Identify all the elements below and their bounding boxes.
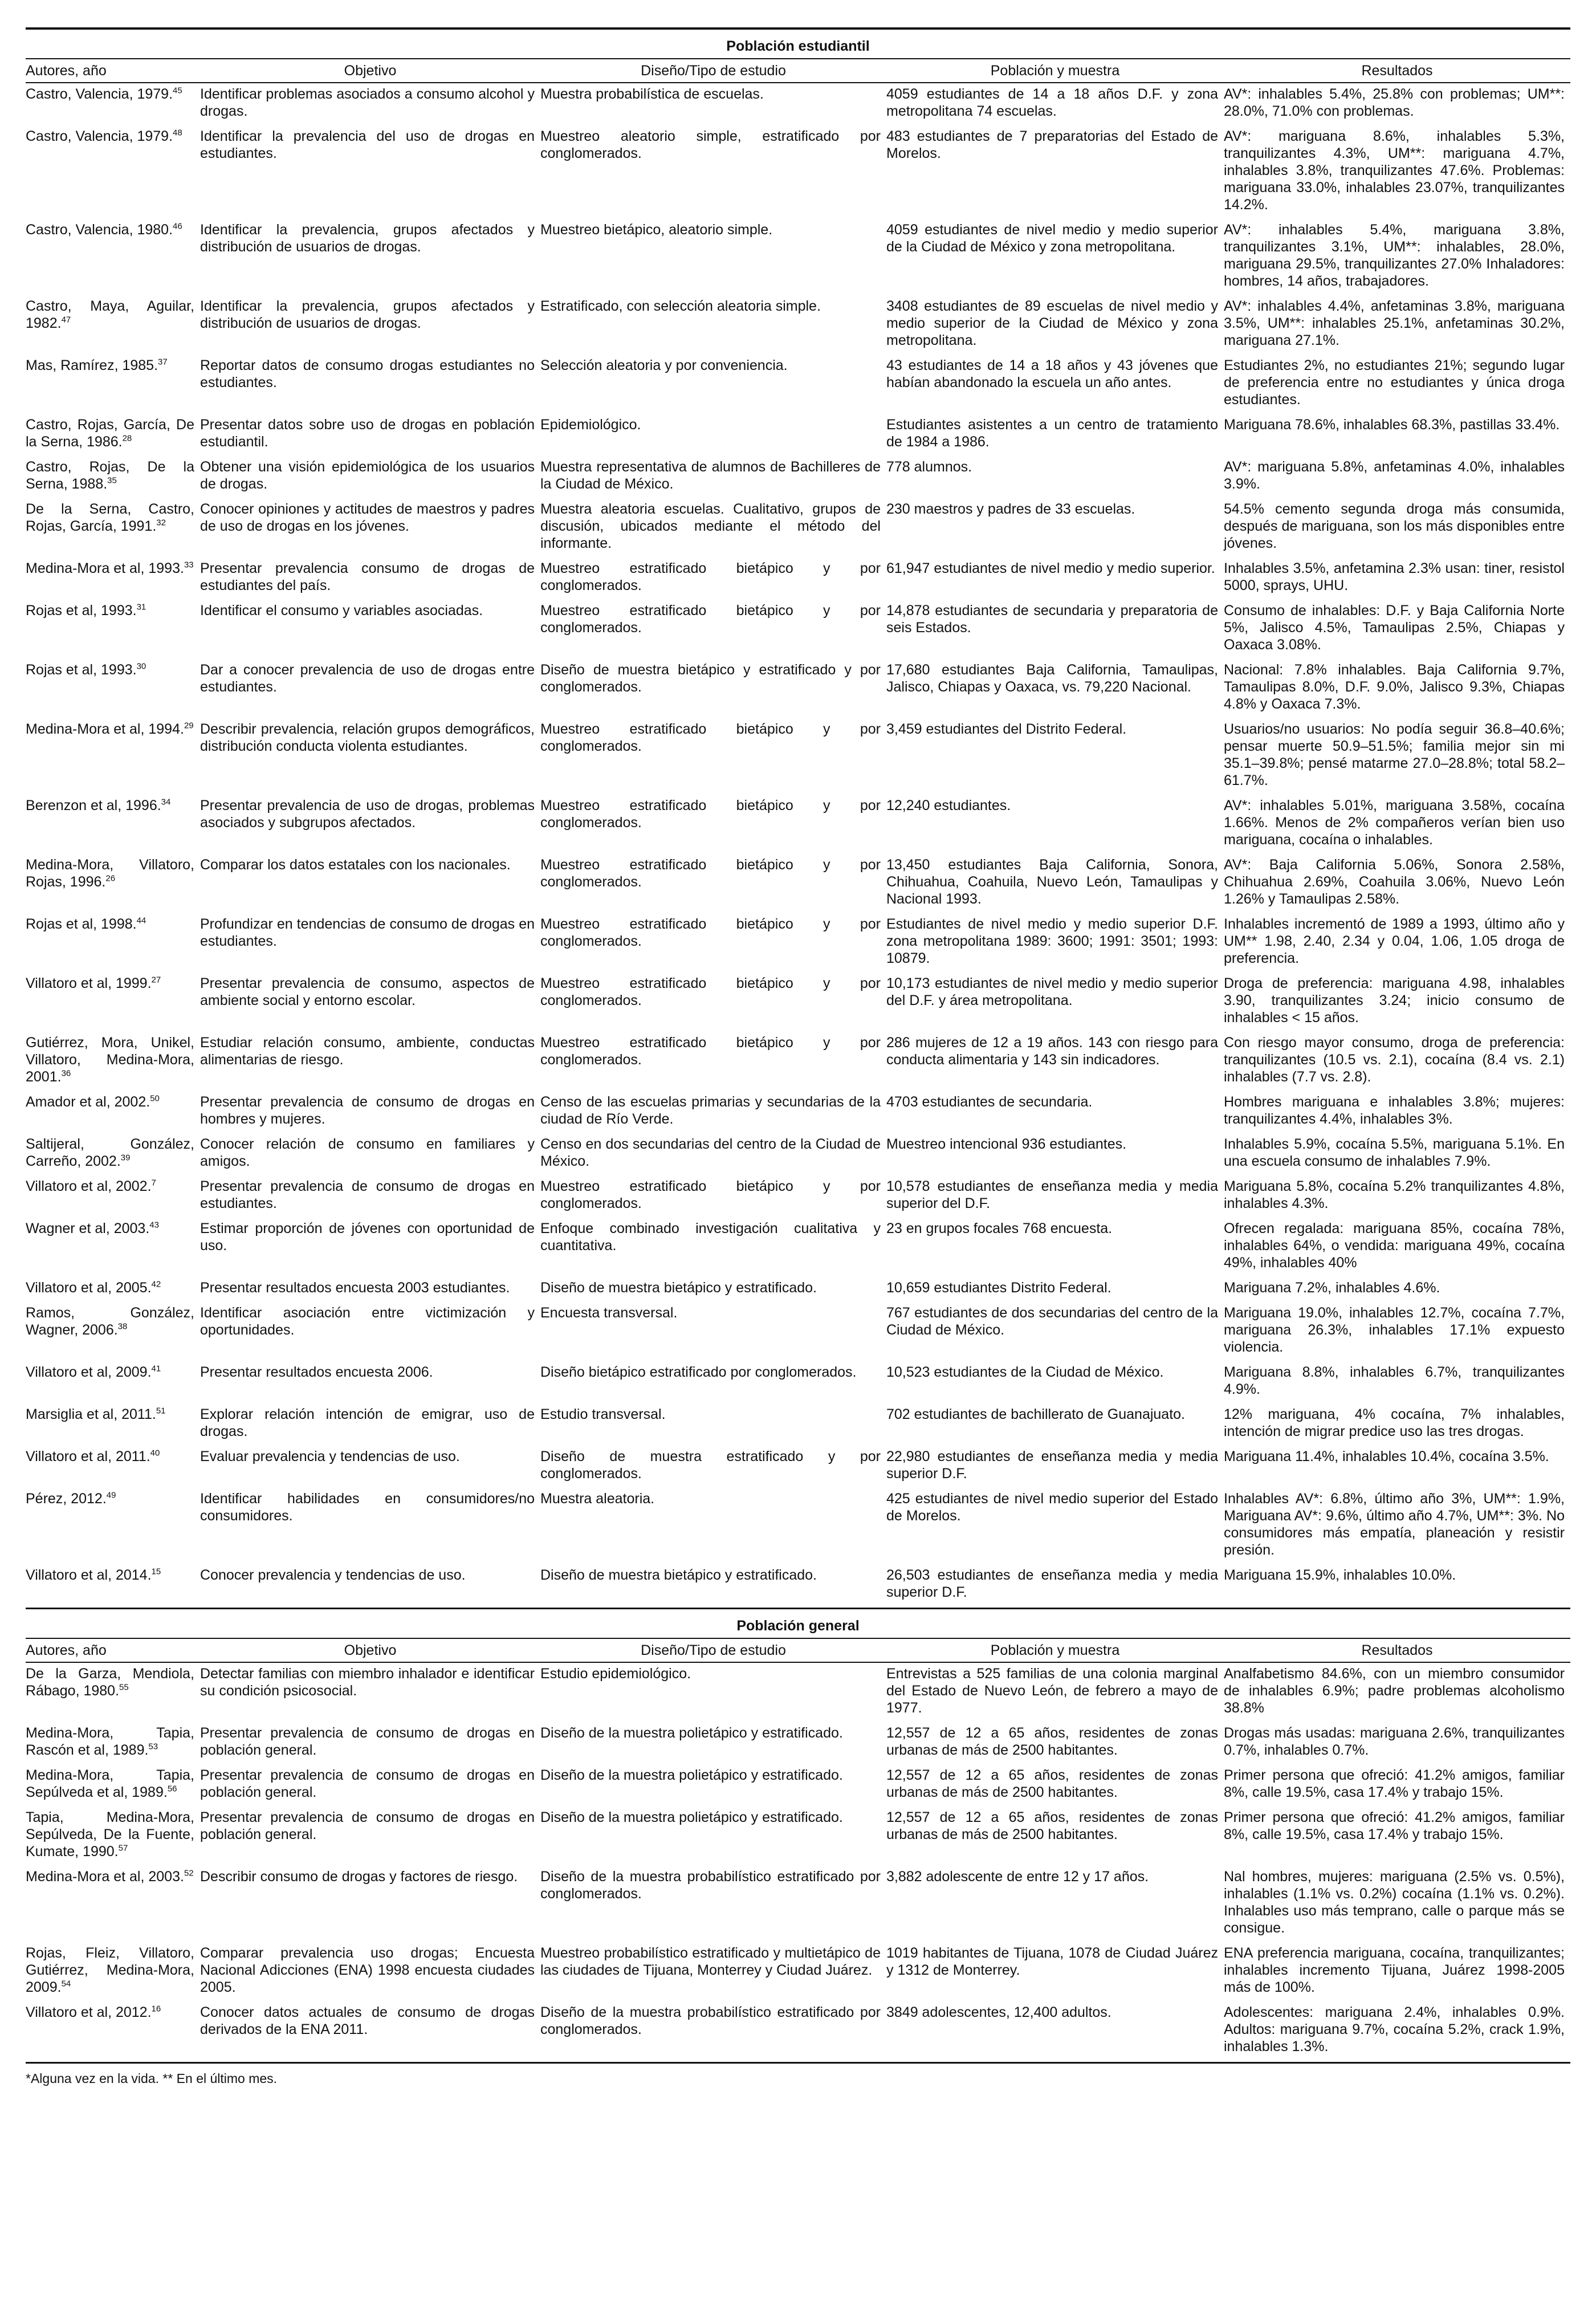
author-cell [26, 83, 200, 125]
author-name: De la Garza, Mendiola, Rábago, 1980. [26, 1666, 194, 1699]
design-cell: Muestreo bietápico, aleatorio simple. [540, 222, 773, 238]
objective-cell: Presentar prevalencia de consumo de drogas en población general. [200, 1809, 535, 1842]
table-row [26, 1488, 1570, 1564]
objective-cell: Identificar el consumo y variables asociadas. [200, 603, 483, 619]
author-name: Medina-Mora et al, 1994. [26, 721, 184, 737]
design-cell: Muestreo estratificado bietápico y por conglomerados. [540, 721, 881, 754]
author-name: Castro, Rojas, De la Serna, 1988. [26, 459, 194, 492]
reference-number: 56 [167, 1784, 177, 1794]
author-cell [26, 456, 200, 498]
results-cell: Con riesgo mayor consumo, droga de preferencia: tranquilizantes (10.5 vs. 2.1), cocaína (8.4 vs. 2.1) inhalables (7.7 vs. 2.8). [1224, 1035, 1565, 1085]
author-cell [26, 1361, 200, 1403]
objective-cell: Estimar proporción de jóvenes con oportunidad de uso. [200, 1220, 535, 1254]
table-row [26, 659, 1570, 718]
design-cell: Diseño de la muestra polietápico y estratificado. [540, 1809, 843, 1825]
design-cell: Muestreo estratificado bietápico y por conglomerados. [540, 560, 881, 593]
objective-cell: Describir consumo de drogas y factores de riesgo. [200, 1869, 518, 1885]
author-cell [26, 1942, 200, 2001]
author-name: Castro, Rojas, García, De la Serna, 1986. [26, 417, 194, 450]
table-row [26, 1175, 1570, 1218]
design-cell: Muestreo estratificado bietápico y por conglomerados. [540, 857, 881, 890]
population-cell: 61,947 estudiantes de nivel medio y medio superior. [886, 560, 1215, 576]
reference-number: 50 [150, 1093, 160, 1104]
author-name: Gutiérrez, Mora, Unikel, Villatoro, Medina-Mora, 2001. [26, 1035, 194, 1085]
author-cell [26, 355, 200, 414]
design-cell: Censo de las escuelas primarias y secundarias de la ciudad de Río Verde. [540, 1094, 881, 1127]
population-cell: 17,680 estudiantes Baja California, Tamaulipas, Jalisco, Chiapas y Oaxaca, vs. 79,220 Nacional. [886, 662, 1218, 695]
design-cell: Diseño de muestra estratificado y por conglomerados. [540, 1449, 881, 1482]
results-cell: Mariguana 15.9%, inhalables 10.0%. [1224, 1564, 1570, 1609]
population-cell: 4703 estudiantes de secundaria. [886, 1094, 1093, 1110]
table-row [26, 600, 1570, 659]
population-cell: 43 estudiantes de 14 a 18 años y 43 jóvenes que habían abandonado la escuela un año antes. [886, 357, 1218, 390]
population-cell: 22,980 estudiantes de enseñanza media y media superior D.F. [886, 1449, 1218, 1482]
population-cell: 3849 adolescentes, 12,400 adultos. [886, 2001, 1224, 2063]
objective-cell: Presentar resultados encuesta 2003 estudiantes. [200, 1280, 510, 1296]
population-cell: 13,450 estudiantes Baja California, Sonora, Chihuahua, Coahuila, Nuevo León, Tamaulipas y Nacional 1993. [886, 857, 1218, 907]
author-cell [26, 1764, 200, 1807]
results-cell: AV*: mariguana 5.8%, anfetaminas 4.0%, inhalables 3.9%. [1224, 459, 1565, 492]
author-name: Tapia, Medina-Mora, Sepúlveda, De la Fuente, Kumate, 1990. [26, 1809, 194, 1860]
results-cell: AV*: inhalables 5.4%, 25.8% con problemas; UM**: 28.0%, 71.0% con problemas. [1224, 86, 1565, 119]
reference-number: 30 [136, 661, 146, 672]
author-cell [26, 295, 200, 355]
table-row [26, 795, 1570, 854]
population-cell: 767 estudiantes de dos secundarias del centro de la Ciudad de México. [886, 1305, 1218, 1338]
table-row [26, 1302, 1570, 1361]
results-cell: Inhalables 5.9%, cocaína 5.5%, mariguana 5.1%. En una escuela consumo de inhalables 7.9%. [1224, 1136, 1565, 1169]
population-cell: 12,240 estudiantes. [886, 798, 1011, 813]
table-row [26, 558, 1570, 600]
author-cell [26, 1277, 200, 1302]
header-population: Población y muestra [886, 59, 1224, 83]
table-row [26, 1662, 1570, 1722]
design-cell: Estudio epidemiológico. [540, 1666, 691, 1682]
author-name: Pérez, 2012. [26, 1491, 107, 1507]
reference-number: 52 [184, 1868, 194, 1878]
design-cell: Muestreo estratificado bietápico y por conglomerados. [540, 798, 881, 831]
objective-cell: Presentar datos sobre uso de drogas en población estudiantil. [200, 417, 535, 450]
author-cell [26, 1302, 200, 1361]
population-cell: 702 estudiantes de bachillerato de Guanajuato. [886, 1406, 1185, 1422]
results-cell: 12% mariguana, 4% cocaína, 7% inhalables, intención de migrar predice uso las tres drogas. [1224, 1406, 1565, 1439]
population-cell: 12,557 de 12 a 65 años, residentes de zonas urbanas de más de 2500 habitantes. [886, 1725, 1218, 1758]
table-footnote: *Alguna vez en la vida. ** En el último mes. [26, 2071, 278, 2086]
header-authors: Autores, año [26, 1638, 200, 1662]
results-cell: Mariguana 78.6%, inhalables 68.3%, pastillas 33.4%. [1224, 417, 1560, 433]
objective-cell: Detectar familias con miembro inhalador e identificar su condición psicosocial. [200, 1666, 535, 1699]
population-cell: 483 estudiantes de 7 preparatorias del Estado de Morelos. [886, 128, 1218, 161]
results-cell: Mariguana 11.4%, inhalables 10.4%, cocaína 3.5%. [1224, 1449, 1549, 1464]
design-cell: Muestreo probabilístico estratificado y multietápico de las ciudades de Tijuana, Monterrey y Ciudad Juárez. [540, 1945, 881, 1978]
header-authors: Autores, año [26, 59, 200, 83]
author-name: Marsiglia et al, 2011. [26, 1406, 156, 1422]
reference-number: 45 [173, 86, 182, 96]
author-name: Ramos, González, Wagner, 2006. [26, 1305, 194, 1338]
reference-number: 42 [151, 1279, 161, 1289]
results-cell: ENA preferencia mariguana, cocaína, tranquilizantes; inhalables incremento Tijuana, Juárez 1998-2005 más de 100%. [1224, 1945, 1565, 1995]
author-name: Rojas et al, 1993. [26, 662, 137, 678]
table-row [26, 1807, 1570, 1866]
design-cell: Muestra probabilística de escuelas. [540, 86, 764, 102]
table-row [26, 1361, 1570, 1403]
reference-number: 51 [156, 1406, 166, 1416]
author-cell [26, 558, 200, 600]
objective-cell: Presentar prevalencia de consumo, aspectos de ambiente social y entorno escolar. [200, 975, 535, 1008]
design-cell: Diseño de la muestra probabilístico estratificado por conglomerados. [540, 2001, 886, 2063]
design-cell: Muestra representativa de alumnos de Bachilleres de la Ciudad de México. [540, 459, 881, 492]
population-cell: 3,459 estudiantes del Distrito Federal. [886, 721, 1127, 737]
author-name: Wagner et al, 2003. [26, 1220, 150, 1236]
results-cell: Primer persona que ofreció: 41.2% amigos, familiar 8%, calle 19.5%, casa 17.4% y trabajo 15%. [1224, 1767, 1565, 1800]
author-cell [26, 1722, 200, 1764]
design-cell: Selección aleatoria y por conveniencia. [540, 357, 788, 373]
author-name: Castro, Valencia, 1980. [26, 222, 173, 238]
author-name: Rojas et al, 1993. [26, 603, 137, 619]
table-row [26, 355, 1570, 414]
design-cell: Muestreo estratificado bietápico y por conglomerados. [540, 975, 881, 1008]
results-cell: AV*: inhalables 5.01%, mariguana 3.58%, cocaína 1.66%. Menos de 2% compañeros verían bien uso mariguana, cocaína o inhalables. [1224, 798, 1565, 848]
author-cell [26, 414, 200, 456]
objective-cell: Conocer datos actuales de consumo de drogas derivados de la ENA 2011. [200, 2001, 540, 2063]
objective-cell: Conocer relación de consumo en familiares y amigos. [200, 1136, 535, 1169]
section-title-row [26, 1609, 1570, 1639]
table-row [26, 854, 1570, 913]
objective-cell: Reportar datos de consumo drogas estudiantes no estudiantes. [200, 357, 535, 390]
population-cell: 4059 estudiantes de 14 a 18 años D.F. y zona metropolitana 74 escuelas. [886, 86, 1218, 119]
author-name: Villatoro et al, 2011. [26, 1449, 150, 1464]
author-cell [26, 125, 200, 219]
reference-number: 33 [184, 560, 194, 570]
author-cell [26, 1403, 200, 1446]
author-cell [26, 1032, 200, 1091]
author-cell [26, 1564, 200, 1609]
objective-cell: Presentar prevalencia consumo de drogas de estudiantes del país. [200, 560, 535, 593]
header-results: Resultados [1224, 1638, 1570, 1662]
design-cell: Muestra aleatoria escuelas. Cualitativo, grupos de discusión, ubicados mediante el método del informante. [540, 501, 881, 551]
objective-cell: Identificar la prevalencia del uso de drogas en estudiantes. [200, 128, 535, 161]
reference-number: 35 [107, 475, 117, 486]
literature-table [26, 27, 1570, 2064]
reference-number: 7 [151, 1178, 156, 1188]
reference-number: 34 [161, 797, 171, 807]
author-cell [26, 2001, 200, 2063]
reference-number: 57 [118, 1843, 128, 1853]
population-cell: 10,578 estudiantes de enseñanza media y media superior del D.F. [886, 1178, 1218, 1211]
results-cell: AV*: inhalables 5.4%, mariguana 3.8%, tranquilizantes 3.1%, UM**: inhalables, 28.0%, mariguana 29.5%, tranquilizantes 27.0% Inhaladores: hombres, 14 años, trabajadores. [1224, 222, 1565, 289]
reference-number: 54 [61, 1979, 71, 1989]
population-cell: 4059 estudiantes de nivel medio y medio superior de la Ciudad de México y zona metropolitana. [886, 222, 1218, 255]
objective-cell: Presentar prevalencia de consumo de drogas en estudiantes. [200, 1178, 535, 1211]
table-row [26, 1564, 1570, 1609]
header-population: Población y muestra [886, 1638, 1224, 1662]
population-cell: Entrevistas a 525 familias de una colonia marginal del Estado de Nuevo León, de febrero a mayo de 1977. [886, 1666, 1218, 1716]
author-cell [26, 1175, 200, 1218]
design-cell: Muestreo estratificado bietápico y por conglomerados. [540, 1035, 881, 1068]
design-cell: Diseño de muestra bietápico y estratificado. [540, 1564, 886, 1609]
author-cell [26, 659, 200, 718]
objective-cell: Comparar los datos estatales con los nacionales. [200, 857, 511, 873]
table-row [26, 83, 1570, 125]
reference-number: 55 [119, 1682, 129, 1693]
author-name: Medina-Mora, Tapia, Rascón et al, 1989. [26, 1725, 194, 1758]
results-cell: Usuarios/no usuarios: No podía seguir 36.8–40.6%; pensar muerte 50.9–51.5%; familia mejor sin mi 35.1–39.8%; pensé matarme 27.0–28.8%; total 58.2–61.7%. [1224, 721, 1565, 788]
objective-cell: Identificar habilidades en consumidores/no consumidores. [200, 1491, 535, 1524]
table-row [26, 1446, 1570, 1488]
author-cell [26, 1807, 200, 1866]
reference-number: 32 [156, 518, 166, 528]
population-cell: 10,523 estudiantes de la Ciudad de México. [886, 1364, 1164, 1380]
author-name: Mas, Ramírez, 1985. [26, 357, 158, 373]
population-cell: 10,173 estudiantes de nivel medio y medio superior del D.F. y área metropolitana. [886, 975, 1218, 1008]
population-cell: 12,557 de 12 a 65 años, residentes de zonas urbanas de más de 2500 habitantes. [886, 1809, 1218, 1842]
design-cell: Muestreo aleatorio simple, estratificado por conglomerados. [540, 128, 881, 161]
reference-number: 48 [173, 128, 182, 138]
design-cell: Diseño bietápico estratificado por conglomerados. [540, 1364, 857, 1380]
design-cell: Estudio transversal. [540, 1406, 666, 1422]
objective-cell: Presentar prevalencia de consumo de drogas en población general. [200, 1725, 535, 1758]
author-name: Castro, Maya, Aguilar, 1982. [26, 298, 194, 331]
reference-number: 37 [158, 357, 168, 367]
population-cell: 26,503 estudiantes de enseñanza media y media superior D.F. [886, 1564, 1224, 1609]
objective-cell: Profundizar en tendencias de consumo de drogas en estudiantes. [200, 916, 535, 949]
author-cell [26, 498, 200, 558]
reference-number: 43 [149, 1220, 159, 1230]
author-cell [26, 1662, 200, 1722]
population-cell: 3,882 adolescente de entre 12 y 17 años. [886, 1869, 1149, 1885]
reference-number: 16 [151, 2004, 161, 2014]
results-cell: Consumo de inhalables: D.F. y Baja California Norte 5%, Jalisco 4.5%, Tamaulipas 2.5%, Chiapas y Oaxaca 3.08%. [1224, 603, 1565, 653]
objective-cell: Dar a conocer prevalencia de uso de drogas entre estudiantes. [200, 662, 535, 695]
author-cell [26, 913, 200, 973]
author-name: Medina-Mora, Tapia, Sepúlveda et al, 1989. [26, 1767, 194, 1800]
design-cell: Diseño de muestra bietápico y estratificado y por conglomerados. [540, 662, 881, 695]
objective-cell: Estudiar relación consumo, ambiente, conductas alimentarias de riesgo. [200, 1035, 535, 1068]
objective-cell: Identificar asociación entre victimización y oportunidades. [200, 1305, 535, 1338]
section-title: Población general [26, 1609, 1570, 1639]
reference-number: 47 [61, 315, 71, 325]
reference-number: 40 [150, 1448, 160, 1458]
objective-cell: Obtener una visión epidemiológica de los usuarios de drogas. [200, 459, 535, 492]
objective-cell: Identificar la prevalencia, grupos afectados y distribución de usuarios de drogas. [200, 298, 535, 331]
population-cell: 230 maestros y padres de 33 escuelas. [886, 501, 1135, 517]
reference-number: 46 [173, 221, 182, 231]
reference-number: 27 [151, 975, 161, 985]
population-cell: 23 en grupos focales 768 encuesta. [886, 1220, 1113, 1236]
header-results: Resultados [1224, 59, 1570, 83]
objective-cell: Describir prevalencia, relación grupos demográficos, distribución conducta violenta estudiantes. [200, 721, 535, 754]
objective-cell: Identificar problemas asociados a consumo alcohol y drogas. [200, 86, 535, 119]
population-cell: 3408 estudiantes de 89 escuelas de nivel medio y medio superior de la Ciudad de México y zona metropolitana. [886, 298, 1218, 348]
results-cell: Mariguana 19.0%, inhalables 12.7%, cocaína 7.7%, mariguana 26.3%, inhalables 17.1% expuesto violencia. [1224, 1305, 1565, 1355]
results-cell: Mariguana 7.2%, inhalables 4.6%. [1224, 1280, 1440, 1296]
table-row [26, 125, 1570, 219]
header-design: Diseño/Tipo de estudio [540, 1638, 886, 1662]
author-name: Medina-Mora, Villatoro, Rojas, 1996. [26, 857, 194, 890]
reference-number: 26 [105, 873, 116, 884]
results-cell: Droga de preferencia: mariguana 4.98, inhalables 3.90, tranquilizantes 3.24; inicio consumo de inhalables < 15 años. [1224, 975, 1565, 1026]
author-cell [26, 1488, 200, 1564]
objective-cell: Explorar relación intención de emigrar, uso de drogas. [200, 1406, 535, 1439]
design-cell: Censo en dos secundarias del centro de la Ciudad de México. [540, 1136, 881, 1169]
design-cell: Muestreo estratificado bietápico y por conglomerados. [540, 1178, 881, 1211]
objective-cell: Presentar resultados encuesta 2006. [200, 1364, 433, 1380]
results-cell: Primer persona que ofreció: 41.2% amigos, familiar 8%, calle 19.5%, casa 17.4% y trabajo 15%. [1224, 1809, 1565, 1842]
section-title: Población estudiantil [26, 30, 1570, 59]
author-cell [26, 1091, 200, 1133]
author-name: Villatoro et al, 2009. [26, 1364, 152, 1380]
table-row [26, 2001, 1570, 2063]
objective-cell: Evaluar prevalencia y tendencias de uso. [200, 1449, 460, 1464]
author-cell [26, 1133, 200, 1175]
design-cell: Diseño de la muestra polietápico y estratificado. [540, 1767, 843, 1783]
results-cell: Hombres mariguana e inhalables 3.8%; mujeres: tranquilizantes 4.4%, inhalables 3%. [1224, 1094, 1565, 1127]
table-row [26, 1133, 1570, 1175]
header-row [26, 1638, 1570, 1662]
population-cell: 12,557 de 12 a 65 años, residentes de zonas urbanas de más de 2500 habitantes. [886, 1767, 1218, 1800]
header-row [26, 59, 1570, 83]
results-cell: Mariguana 8.8%, inhalables 6.7%, tranquilizantes 4.9%. [1224, 1364, 1565, 1397]
author-cell [26, 219, 200, 295]
objective-cell: Conocer opiniones y actitudes de maestros y padres de uso de drogas en los jóvenes. [200, 501, 535, 534]
population-cell: 1019 habitantes de Tijuana, 1078 de Ciudad Juárez y 1312 de Monterrey. [886, 1945, 1218, 1978]
design-cell: Muestreo estratificado bietápico y por conglomerados. [540, 916, 881, 949]
author-name: Villatoro et al, 2002. [26, 1178, 152, 1194]
table-row [26, 1764, 1570, 1807]
author-cell [26, 1866, 200, 1942]
table-row [26, 1277, 1570, 1302]
design-cell: Encuesta transversal. [540, 1305, 678, 1321]
author-cell [26, 795, 200, 854]
author-name: Saltijeral, González, Carreño, 2002. [26, 1136, 194, 1169]
table-row [26, 913, 1570, 973]
results-cell: Inhalables AV*: 6.8%, último año 3%, UM**: 1.9%, Mariguana AV*: 9.6%, último año 4.7%, UM**: 3%. No consumidores más empatía, planeación y resistir presión. [1224, 1491, 1565, 1558]
results-cell: Ofrecen regalada: mariguana 85%, cocaína 78%, inhalables 64%, o vendida: mariguana 49%, cocaína 49%, inhalables 40% [1224, 1220, 1565, 1271]
population-cell: 778 alumnos. [886, 459, 972, 475]
design-cell: Diseño de la muestra probabilístico estratificado por conglomerados. [540, 1869, 881, 1902]
results-cell: Inhalables 3.5%, anfetamina 2.3% usan: tiner, resistol 5000, sprays, UHU. [1224, 560, 1565, 593]
objective-cell: Identificar la prevalencia, grupos afectados y distribución de usuarios de drogas. [200, 222, 535, 255]
reference-number: 28 [122, 433, 132, 444]
author-cell [26, 854, 200, 913]
literature-table-body [26, 29, 1570, 2063]
reference-number: 15 [151, 1567, 161, 1577]
header-objective: Objetivo [200, 59, 540, 83]
population-cell: 10,659 estudiantes Distrito Federal. [886, 1280, 1112, 1296]
reference-number: 39 [120, 1153, 131, 1163]
author-name: Villatoro et al, 2005. [26, 1280, 152, 1296]
design-cell: Muestreo estratificado bietápico y por conglomerados. [540, 603, 881, 636]
design-cell: Diseño de muestra bietápico y estratificado. [540, 1280, 817, 1296]
author-name: Rojas et al, 1998. [26, 916, 137, 932]
population-cell: 14,878 estudiantes de secundaria y preparatoria de seis Estados. [886, 603, 1218, 636]
author-cell [26, 1446, 200, 1488]
reference-number: 49 [106, 1490, 116, 1500]
results-cell: 54.5% cemento segunda droga más consumida, después de mariguana, son los más disponibles entre jóvenes. [1224, 501, 1565, 551]
author-cell [26, 1218, 200, 1277]
reference-number: 38 [117, 1321, 128, 1332]
author-name: Medina-Mora et al, 1993. [26, 560, 184, 576]
author-name: Castro, Valencia, 1979. [26, 86, 173, 102]
author-name: Berenzon et al, 1996. [26, 798, 161, 813]
reference-number: 53 [148, 1742, 158, 1752]
author-name: Amador et al, 2002. [26, 1094, 150, 1110]
table-row [26, 295, 1570, 355]
table-row [26, 1403, 1570, 1446]
table-row [26, 973, 1570, 1032]
author-name: Medina-Mora et al, 2003. [26, 1869, 184, 1885]
author-name: Villatoro et al, 2012. [26, 2004, 152, 2020]
table-row [26, 1032, 1570, 1091]
table-row [26, 456, 1570, 498]
reference-number: 41 [151, 1364, 161, 1374]
results-cell: Nal hombres, mujeres: mariguana (2.5% vs. 0.5%), inhalables (1.1% vs. 0.2%) cocaína (1.1% vs. 0.2%). Inhalables uso más temprano, calle o parque más se consigue. [1224, 1869, 1565, 1936]
table-row [26, 219, 1570, 295]
objective-cell: Comparar prevalencia uso drogas; Encuesta Nacional Adicciones (ENA) 1998 encuesta ciudades 2005. [200, 1945, 535, 1995]
objective-cell: Conocer prevalencia y tendencias de uso. [200, 1564, 540, 1609]
results-cell: Mariguana 5.8%, cocaína 5.2% tranquilizantes 4.8%, inhalables 4.3%. [1224, 1178, 1565, 1211]
author-name: Villatoro et al, 2014. [26, 1567, 152, 1583]
table-row [26, 414, 1570, 456]
table-row [26, 498, 1570, 558]
header-objective: Objetivo [200, 1638, 540, 1662]
design-cell: Diseño de la muestra polietápico y estratificado. [540, 1725, 843, 1741]
results-cell: AV*: mariguana 8.6%, inhalables 5.3%, tranquilizantes 4.3%, UM**: mariguana 4.7%, inhalables 3.8%, tranquilizantes 47.6%. Problemas: mariguana 33.0%, inhalables 23.07%, tranquilizantes 14.2%. [1224, 128, 1565, 213]
section-title-row [26, 30, 1570, 59]
table-row [26, 1091, 1570, 1133]
author-name: Rojas, Fleiz, Villatoro, Gutiérrez, Medina-Mora, 2009. [26, 1945, 194, 1995]
author-cell [26, 600, 200, 659]
results-cell: Estudiantes 2%, no estudiantes 21%; segundo lugar de preferencia entre no estudiantes y única droga estudiantes. [1224, 357, 1565, 408]
table-row [26, 718, 1570, 795]
design-cell: Enfoque combinado investigación cualitativa y cuantitativa. [540, 1220, 881, 1254]
population-cell: 425 estudiantes de nivel medio superior del Estado de Morelos. [886, 1491, 1218, 1524]
table-row [26, 1218, 1570, 1277]
objective-cell: Presentar prevalencia de uso de drogas, problemas asociados y subgrupos afectados. [200, 798, 535, 831]
results-cell: Adolescentes: mariguana 2.4%, inhalables 0.9%. Adultos: mariguana 9.7%, cocaína 5.2%, crack 1.9%, inhalables 1.3%. [1224, 2001, 1570, 2063]
design-cell: Muestra aleatoria. [540, 1491, 655, 1507]
results-cell: AV*: inhalables 4.4%, anfetaminas 3.8%, mariguana 3.5%, UM**: inhalables 25.1%, anfetaminas 30.2%, mariguana 27.1%. [1224, 298, 1565, 348]
design-cell: Estratificado, con selección aleatoria simple. [540, 298, 821, 314]
results-cell: Drogas más usadas: mariguana 2.6%, tranquilizantes 0.7%, inhalables 0.7%. [1224, 1725, 1565, 1758]
results-cell: Analfabetismo 84.6%, con un miembro consumidor de inhalables 6.9%; padre problemas alcoholismo 38.8% [1224, 1666, 1565, 1716]
results-cell: AV*: Baja California 5.06%, Sonora 2.58%, Chihuahua 2.69%, Coahuila 3.06%, Nuevo León 1.26% y Tamaulipas 2.58%. [1224, 857, 1565, 907]
population-cell: 286 mujeres de 12 a 19 años. 143 con riesgo para conducta alimentaria y 143 sin indicadores. [886, 1035, 1218, 1068]
author-cell [26, 718, 200, 795]
author-cell [26, 973, 200, 1032]
header-design: Diseño/Tipo de estudio [540, 59, 886, 83]
author-name: Castro, Valencia, 1979. [26, 128, 173, 144]
results-cell: Inhalables incrementó de 1989 a 1993, último año y UM** 1.98, 2.40, 2.34 y 0.04, 1.06, 1.05 droga de preferencia. [1224, 916, 1565, 966]
results-cell: Nacional: 7.8% inhalables. Baja California 9.7%, Tamaulipas 8.0%, D.F. 9.0%, Jalisco 9.3%, Chiapas 4.8% y Oaxaca 7.3%. [1224, 662, 1565, 712]
population-cell: Muestreo intencional 936 estudiantes. [886, 1136, 1127, 1152]
table-row [26, 1866, 1570, 1942]
reference-number: 36 [61, 1068, 71, 1079]
table-row [26, 1722, 1570, 1764]
design-cell: Epidemiológico. [540, 417, 641, 433]
reference-number: 44 [136, 916, 146, 926]
objective-cell: Presentar prevalencia de consumo de drogas en hombres y mujeres. [200, 1094, 535, 1127]
table-row [26, 1942, 1570, 2001]
author-name: Villatoro et al, 1999. [26, 975, 152, 991]
author-name: De la Serna, Castro, Rojas, García, 1991. [26, 501, 194, 534]
reference-number: 29 [184, 721, 194, 731]
population-cell: Estudiantes asistentes a un centro de tratamiento de 1984 a 1986. [886, 417, 1218, 450]
reference-number: 31 [136, 602, 146, 612]
population-cell: Estudiantes de nivel medio y medio superior D.F. zona metropolitana 1989: 3600; 1991: 3501; 1993: 10879. [886, 916, 1218, 966]
objective-cell: Presentar prevalencia de consumo de drogas en población general. [200, 1767, 535, 1800]
